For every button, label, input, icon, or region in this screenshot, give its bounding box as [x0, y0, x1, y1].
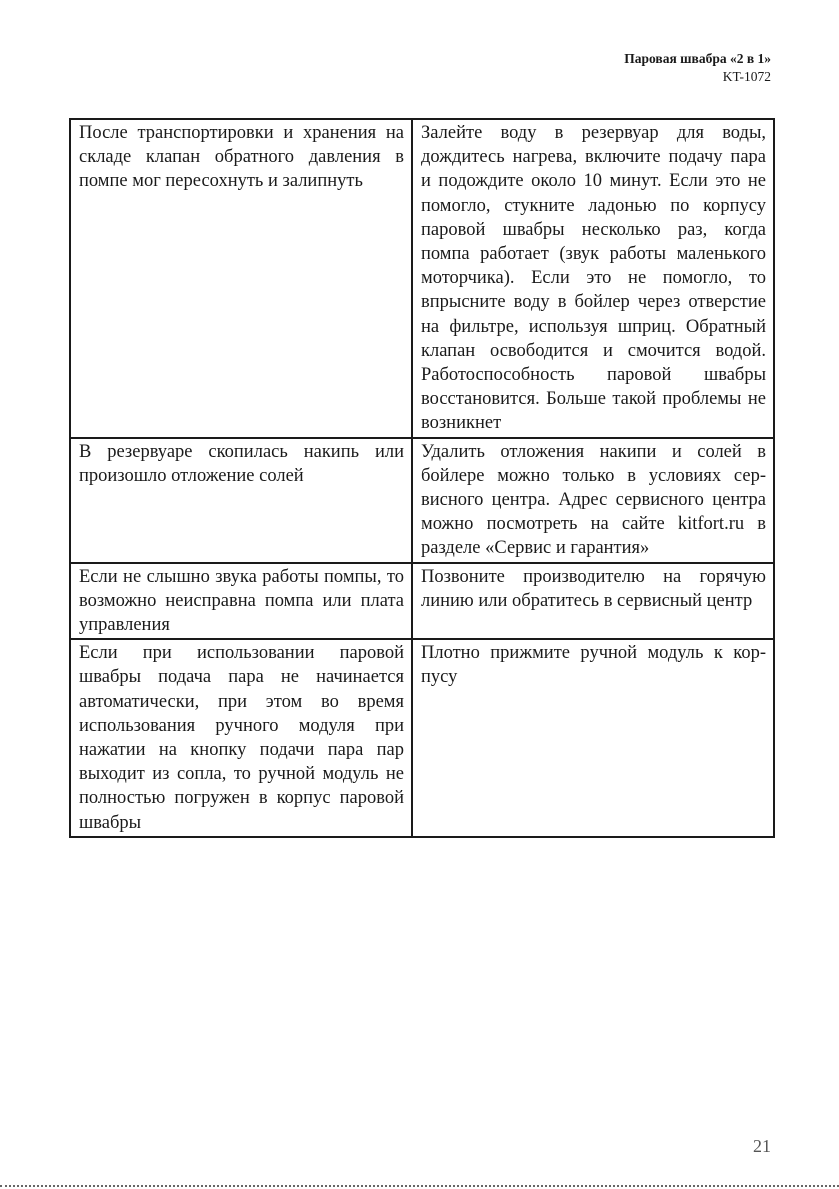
cause-cell: После транспортировки и хранения на складе клапан обратного давления в помпе мог пересохнуть и залипнуть	[70, 119, 412, 438]
table-row	[70, 119, 774, 438]
cause-cell: В резервуаре скопилась накипь или произошло отложение солей	[70, 438, 412, 563]
solution-cell: Позвоните производителю на горячую линию или обратитесь в сервисный центр	[412, 563, 774, 640]
model-number: KT-1072	[722, 69, 771, 84]
cause-cell: Если не слышно звука работы помпы, то возможно неисправна помпа или плата управления	[70, 563, 412, 640]
table-row	[70, 438, 774, 563]
document-title: Паровая швабра «2 в 1»	[624, 51, 771, 66]
page-number: 21	[753, 1136, 771, 1156]
page-edge-divider	[0, 1185, 839, 1187]
solution-cell: Плотно прижмите ручной модуль к корпусу	[412, 639, 774, 837]
solution-cell: Удалить отложения накипи и солей в бойлере можно только в условиях сервисного центра. Адрес сервисного центра можно посмотреть на сайте kitfort.ru в разделе «Сервис и гарантия»	[412, 438, 774, 563]
troubleshooting-table	[69, 118, 775, 838]
cause-cell: Если при использовании паровой швабры подача пара не начинается автоматически, при этом во время использования ручного модуля при нажатии на кнопку подачи пара пар выходит из сопла, то ручной модуль не полностью погружен в корпус паровой швабры	[70, 639, 412, 837]
solution-cell: Залейте воду в резервуар для воды, дождитесь нагрева, включите подачу пара и подождите около 10 минут. Если это не помогло, стукните ладонью по корпусу паровой швабры несколько раз, когда помпа работает (звук работы маленького моторчика). Если это не помогло, то впрысните воду в бойлер через отверстие на фильтре, используя шприц. Обратный клапан освободится и смочится водой. Работоспособность паровой швабры восстановится. Больше такой проблемы не возникнет	[412, 119, 774, 438]
table-row	[70, 639, 774, 837]
page-header	[624, 50, 771, 86]
table-row	[70, 563, 774, 640]
